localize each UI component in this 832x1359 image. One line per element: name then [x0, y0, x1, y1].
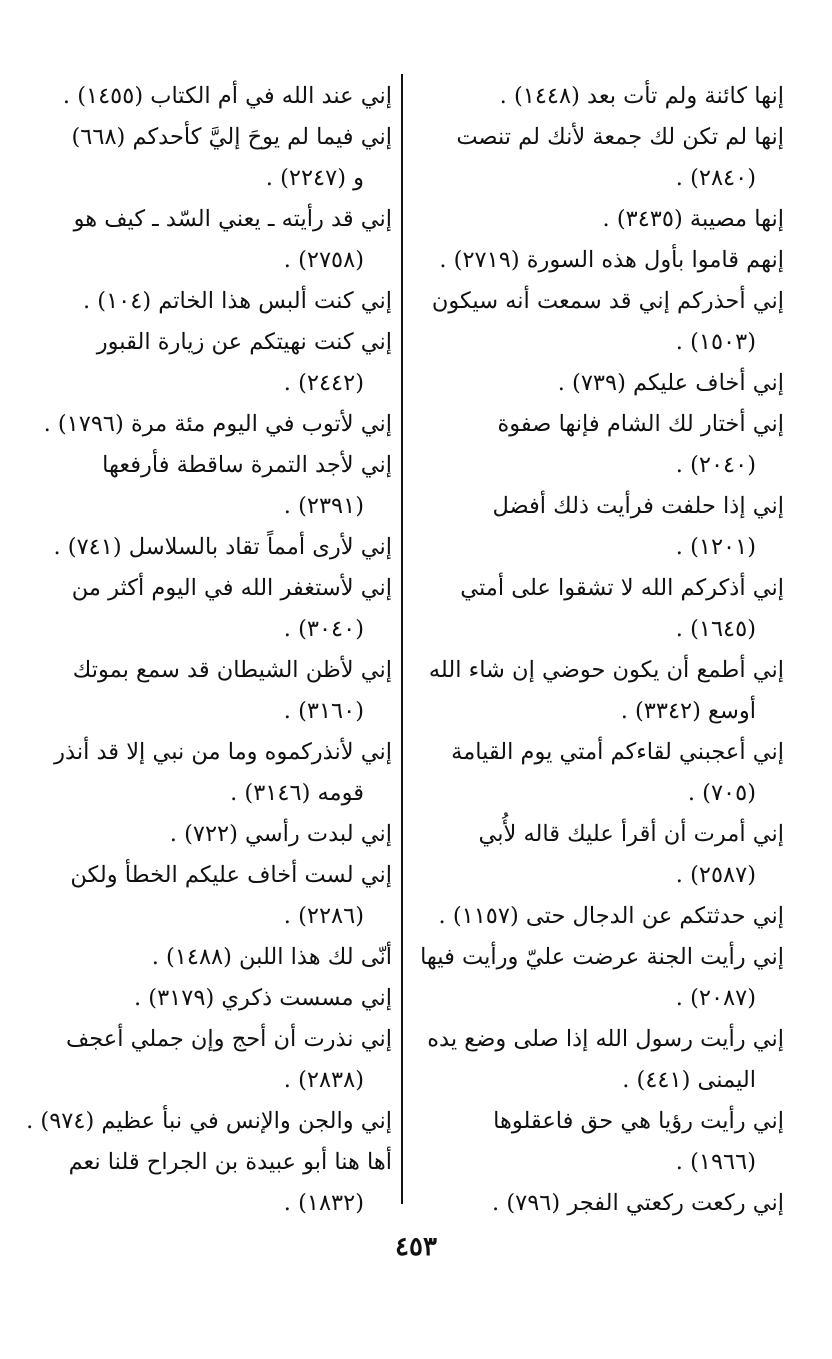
entry-text: إني رأيت الجنة عرضت عليّ ورأيت فيها [420, 944, 784, 970]
index-entry [411, 1101, 784, 1183]
entry-text: إني أذكركم الله لا تشقوا على أمتي [460, 575, 784, 601]
index-entry [411, 404, 784, 486]
entry-continuation: قومه (٣١٤٦) . [230, 780, 364, 806]
entry-continuation: (٣٠٤٠) . [283, 616, 364, 642]
entry-text: إني لأجد التمرة ساقطة فأرفعها [102, 452, 392, 478]
entry-text: إني قد رأيته ـ يعني السّد ـ كيف هو [73, 206, 392, 232]
index-entry [18, 1019, 392, 1101]
entry-text: إني أحذركم إني قد سمعت أنه سيكون [431, 288, 784, 314]
entry-text: إني كنت نهيتكم عن زيارة القبور [96, 329, 392, 355]
entry-text: إني ركعت ركعتي الفجر (٧٩٦) . [492, 1190, 784, 1216]
entry-text: إني حدثتكم عن الدجال حتى (١١٥٧) . [438, 903, 784, 929]
index-entry [411, 732, 784, 814]
entry-text: إنها لم تكن لك جمعة لأنك لم تنصت [456, 124, 784, 150]
index-entry [411, 1019, 784, 1101]
entry-continuation: (٢٠٤٠) . [675, 452, 756, 478]
entry-text: إني لأتوب في اليوم مئة مرة (١٧٩٦) . [43, 411, 392, 437]
entry-continuation: (٣١٦٠) . [283, 698, 364, 724]
entry-continuation: (٢٧٥٨) . [283, 247, 364, 273]
page-number: ٤٥٣ [395, 1232, 437, 1262]
entry-continuation: و (٢٢٤٧) . [265, 165, 364, 191]
index-entry [411, 937, 784, 1019]
entry-text: إنها كائنة ولم تأت بعد (١٤٤٨) . [499, 83, 784, 109]
index-entry [18, 527, 392, 568]
index-entry [18, 650, 392, 732]
index-entry [411, 363, 784, 404]
index-entry [411, 199, 784, 240]
index-entry [411, 486, 784, 568]
entry-text: أها هنا أبو عبيدة بن الجراح قلنا نعم [68, 1149, 392, 1175]
entry-text: إنهم قاموا بأول هذه السورة (٢٧١٩) . [439, 247, 784, 273]
index-entry [18, 1101, 392, 1142]
entry-text: إني أطمع أن يكون حوضي إن شاء الله [428, 657, 784, 683]
index-column-left [18, 76, 392, 1224]
entry-continuation: (٢٥٨٧) . [675, 862, 756, 888]
entry-text: إني عند الله في أم الكتاب (١٤٥٥) . [62, 83, 392, 109]
entry-text: إني والجن والإنس في نبأ عظيم (٩٧٤) . [26, 1108, 392, 1134]
entry-text: إني فيما لم يوحَ إليَّ كأحدكم (٦٦٨) [71, 124, 392, 150]
index-entry [18, 76, 392, 117]
index-entry [18, 404, 392, 445]
entry-continuation: (٧٠٥) . [687, 780, 756, 806]
index-column-right [411, 76, 784, 1224]
entry-text: إني إذا حلفت فرأيت ذلك أفضل [492, 493, 784, 519]
entry-text: إني لأظن الشيطان قد سمع بموتك [72, 657, 392, 683]
entry-text: إني مسست ذكري (٣١٧٩) . [134, 985, 392, 1011]
index-entry [18, 281, 392, 322]
entry-text: إني كنت ألبس هذا الخاتم (١٠٤) . [83, 288, 392, 314]
entry-continuation: (٢٨٤٠) . [675, 165, 756, 191]
index-entry [18, 117, 392, 199]
entry-continuation: (٢٢٨٦) . [283, 903, 364, 929]
index-entry [18, 199, 392, 281]
index-entry [411, 1183, 784, 1224]
entry-text: إني لأنذركموه وما من نبي إلا قد أنذر [54, 739, 392, 765]
index-entry [18, 445, 392, 527]
entry-text: إني لبدت رأسي (٧٢٢) . [169, 821, 392, 847]
entry-text: إني أخاف عليكم (٧٣٩) . [557, 370, 784, 396]
entry-continuation: (١٦٤٥) . [675, 616, 756, 642]
entry-text: إني لأرى أمماً تقاد بالسلاسل (٧٤١) . [53, 534, 392, 560]
index-entry [18, 732, 392, 814]
index-entry [411, 117, 784, 199]
entry-text: إني لأستغفر الله في اليوم أكثر من [71, 575, 392, 601]
index-entry [18, 568, 392, 650]
entry-continuation: (١٨٣٢) . [283, 1190, 364, 1216]
entry-continuation: أوسع (٣٣٤٢) . [620, 698, 756, 724]
entry-text: إني لست أخاف عليكم الخطأ ولكن [70, 862, 392, 888]
entry-continuation: (٢٣٩١) . [283, 493, 364, 519]
index-entry [411, 650, 784, 732]
entry-text: إني أختار لك الشام فإنها صفوة [497, 411, 784, 437]
entry-text: إني رأيت رؤيا هي حق فاعقلوها [493, 1108, 784, 1134]
index-entry [411, 281, 784, 363]
entry-continuation: (٢٨٣٨) . [283, 1067, 364, 1093]
entry-continuation: (١٢٠١) . [675, 534, 756, 560]
index-entry [411, 896, 784, 937]
entry-continuation: (١٥٠٣) . [675, 329, 756, 355]
index-entry [18, 855, 392, 937]
entry-text: إني أعجبني لقاءكم أمتي يوم القيامة [451, 739, 784, 765]
index-entry [18, 937, 392, 978]
index-entry [18, 814, 392, 855]
column-divider [401, 74, 403, 1204]
entry-text: إنها مصيبة (٣٤٣٥) . [602, 206, 784, 232]
entry-continuation: (٢٤٤٢) . [283, 370, 364, 396]
index-entry [18, 322, 392, 404]
entry-text: إني أمرت أن أقرأ عليك قاله لأُبي [478, 821, 784, 847]
index-entry [18, 1142, 392, 1224]
index-entry [411, 568, 784, 650]
entry-continuation: اليمنى (٤٤١) . [622, 1067, 756, 1093]
index-entry [18, 978, 392, 1019]
index-entry [411, 240, 784, 281]
entry-continuation: (١٩٦٦) . [675, 1149, 756, 1175]
index-entry [411, 76, 784, 117]
entry-text: أنّى لك هذا اللبن (١٤٨٨) . [151, 944, 392, 970]
entry-text: إني نذرت أن أحج وإن جملي أعجف [65, 1026, 392, 1052]
entry-text: إني رأيت رسول الله إذا صلى وضع يده [427, 1026, 784, 1052]
index-entry [411, 814, 784, 896]
entry-continuation: (٢٠٨٧) . [675, 985, 756, 1011]
